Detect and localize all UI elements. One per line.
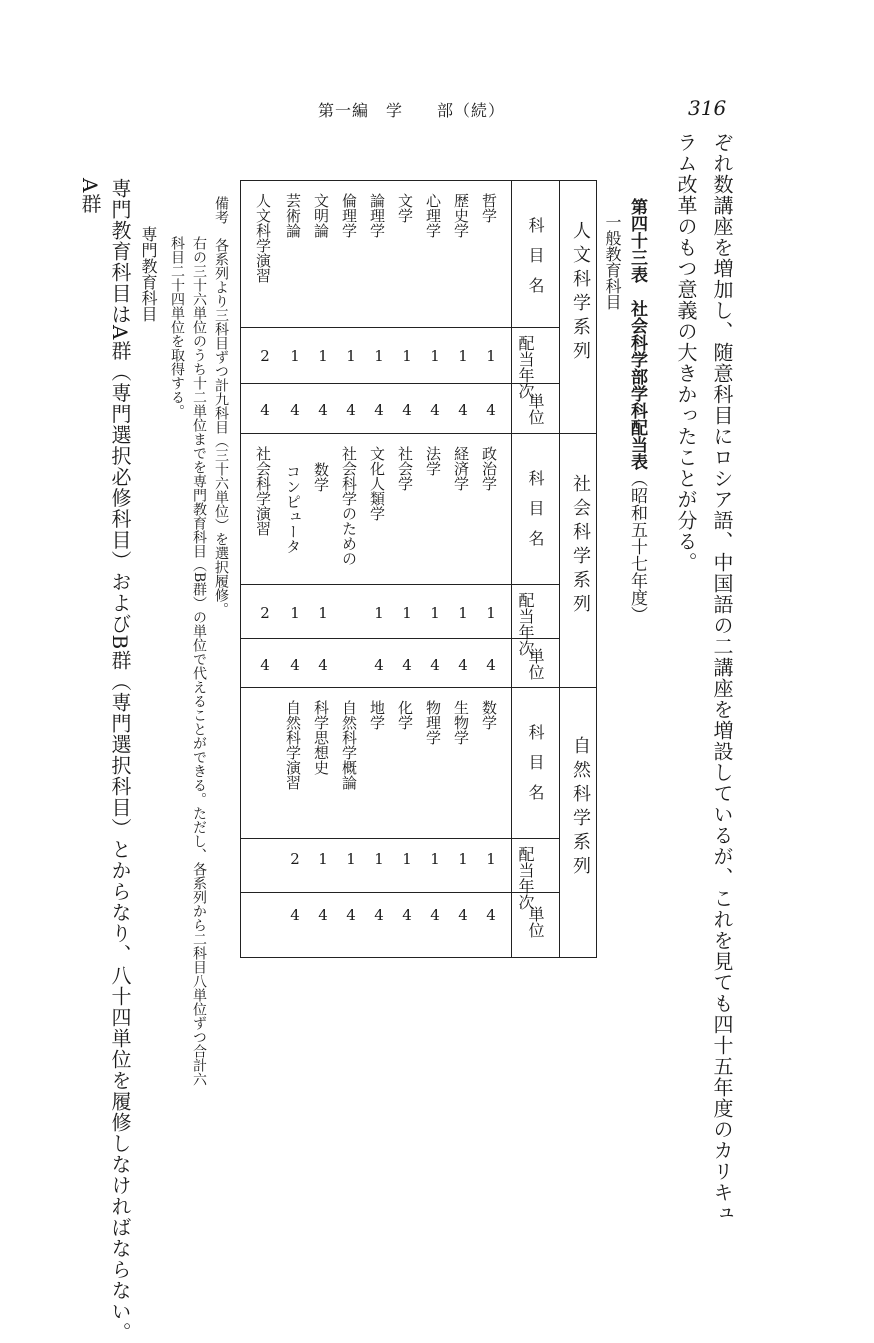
header-units: 単位 [526, 906, 545, 938]
units-cell: 4 [430, 656, 440, 674]
units-cell: 4 [260, 401, 270, 419]
units-cell: 4 [374, 401, 384, 419]
group-a-heading: A群 [78, 178, 102, 215]
header-subject: 科目名 [526, 470, 545, 560]
year-cell: 1 [486, 850, 496, 868]
units-cell: 4 [430, 401, 440, 419]
year-cell: 1 [458, 347, 468, 365]
table-caption-year: （昭和五十七年度） [627, 470, 647, 623]
series-label: 人文科学系列 [570, 221, 591, 365]
year-cell: 1 [430, 850, 440, 868]
subject-cell: コンピュータ [284, 464, 302, 554]
series-band-natural [241, 687, 596, 957]
units-cell: 4 [486, 656, 496, 674]
year-cell: 2 [260, 604, 270, 622]
year-cell: 1 [486, 347, 496, 365]
units-cell: 4 [486, 906, 496, 924]
subject-cell: 数学 [312, 462, 330, 492]
units-cell: 4 [290, 401, 300, 419]
subject-cell: 社会科学演習 [254, 446, 272, 536]
year-cell: 1 [290, 604, 300, 622]
units-cell: 4 [260, 656, 270, 674]
units-cell: 4 [374, 906, 384, 924]
units-cell: 4 [346, 906, 356, 924]
table-note-3: 科目二十四単位を取得する。 [169, 236, 185, 418]
year-cell: 1 [402, 347, 412, 365]
series-label: 自然科学系列 [570, 736, 591, 880]
section-heading-specialized: 専門教育科目 [139, 226, 158, 322]
header-year: 配当年次 [516, 335, 535, 399]
header-subject: 科目名 [526, 217, 545, 307]
table-note-2: 右の三十六単位のうち十二単位までを専門教育科目（B群）の単位で代えることができる。ただし、各系列から二科目八単位ずつ合計六 [191, 236, 207, 1087]
year-cell: 1 [430, 347, 440, 365]
subject-cell: 地学 [368, 700, 386, 730]
units-cell: 4 [290, 656, 300, 674]
year-cell: 1 [402, 850, 412, 868]
units-cell: 4 [402, 401, 412, 419]
subject-cell: 自然科学演習 [284, 700, 302, 790]
year-cell: 1 [402, 604, 412, 622]
table-note-1: 備考 各系列より三科目ずつ計九科目（三十六単位）を選択履修。 [213, 196, 229, 616]
table-caption-title: 第四十三表 社会科学部学科配当表 [627, 198, 647, 470]
subject-cell: 科学思想史 [312, 700, 330, 775]
subject-cell: 社会科学のための [340, 446, 358, 566]
units-cell: 4 [318, 401, 328, 419]
subject-cell: 政治学 [480, 446, 498, 491]
subject-cell: 芸術論 [284, 193, 302, 238]
allocation-table [240, 180, 597, 958]
subject-cell: 論理学 [368, 193, 386, 238]
units-cell: 4 [402, 906, 412, 924]
units-cell: 4 [458, 906, 468, 924]
subject-cell: 人文科学演習 [254, 193, 272, 283]
year-cell: 1 [346, 850, 356, 868]
subject-cell: 経済学 [452, 446, 470, 491]
paragraph-line-1: ぞれ数講座を増加し、随意科目にロシア語、中国語の二講座を増設しているが、これを見ても四十五年度のカリキュ [710, 132, 734, 1224]
units-cell: 4 [458, 401, 468, 419]
subject-cell: 文明論 [312, 193, 330, 238]
header-subject: 科目名 [526, 724, 545, 814]
year-cell: 1 [458, 850, 468, 868]
year-cell: 1 [430, 604, 440, 622]
paragraph-line-2: ラム改革のもつ意義の大きかったことが分る。 [674, 132, 698, 573]
year-cell: 1 [486, 604, 496, 622]
units-cell: 4 [346, 401, 356, 419]
subject-cell: 文化人類学 [368, 446, 386, 521]
year-cell: 1 [458, 604, 468, 622]
section-heading-general: 一般教育科目 [603, 214, 622, 310]
running-header: 第一編 学 部（続） [318, 101, 506, 120]
subject-cell: 数学 [480, 700, 498, 730]
year-cell: 1 [318, 347, 328, 365]
year-cell: 1 [318, 850, 328, 868]
units-cell: 4 [486, 401, 496, 419]
subject-cell: 自然科学概論 [340, 700, 358, 790]
units-cell: 4 [318, 656, 328, 674]
year-cell: 2 [260, 347, 270, 365]
year-cell: 1 [290, 347, 300, 365]
page-number: 316 [688, 96, 727, 120]
header-year: 配当年次 [516, 846, 535, 910]
year-cell: 1 [374, 347, 384, 365]
table-caption [628, 198, 645, 623]
header-year: 配当年次 [516, 592, 535, 656]
units-cell: 4 [290, 906, 300, 924]
series-band-social [241, 433, 596, 688]
year-cell: 1 [374, 604, 384, 622]
header-units: 単位 [526, 648, 545, 680]
units-cell: 4 [458, 656, 468, 674]
header-units: 単位 [526, 393, 545, 425]
year-cell: 1 [318, 604, 328, 622]
subject-cell: 生物学 [452, 700, 470, 745]
subject-cell: 哲学 [480, 193, 498, 223]
subject-cell: 倫理学 [340, 193, 358, 238]
subject-cell: 歴史学 [452, 193, 470, 238]
subject-cell: 法学 [424, 446, 442, 476]
subject-cell: 物理学 [424, 700, 442, 745]
units-cell: 4 [318, 906, 328, 924]
year-cell: 1 [374, 850, 384, 868]
series-label: 社会科学系列 [570, 474, 591, 618]
year-cell: 2 [290, 850, 300, 868]
units-cell: 4 [402, 656, 412, 674]
subject-cell: 社会学 [396, 446, 414, 491]
subject-cell: 文学 [396, 193, 414, 223]
units-cell: 4 [430, 906, 440, 924]
year-cell: 1 [346, 347, 356, 365]
subject-cell: 化学 [396, 700, 414, 730]
units-cell: 4 [374, 656, 384, 674]
series-band-humanities [241, 181, 596, 433]
subject-cell: 心理学 [424, 193, 442, 238]
specialized-paragraph: 専門教育科目はA群（専門選択必修科目）およびB群（専門選択科目）とからなり、八十四単位を履修しなければならない。 [108, 178, 132, 1343]
